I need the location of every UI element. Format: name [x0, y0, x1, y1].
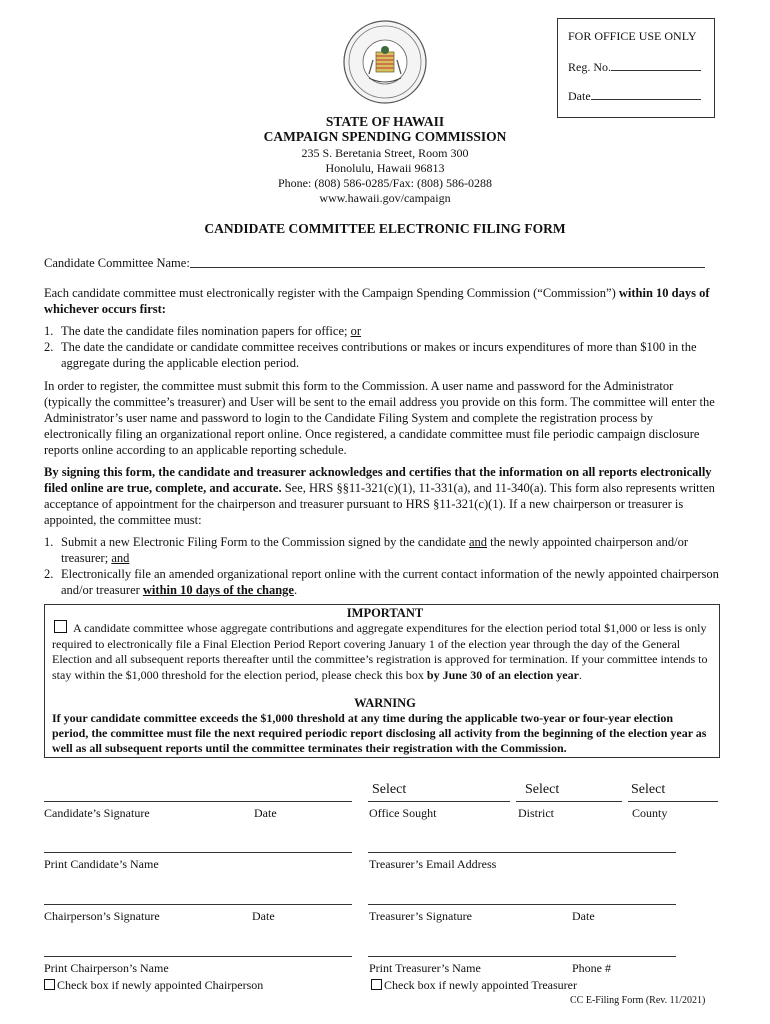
signing-paragraph: [44, 464, 720, 528]
intro-bold: within 10 days of whichever occurs first:: [44, 286, 710, 316]
list-text-underline: or: [350, 324, 362, 338]
chair-signature-label: Chairperson’s Signature: [44, 909, 160, 923]
new-treasurer-checkbox-row[interactable]: [371, 978, 577, 993]
list-number: 2.: [44, 340, 54, 354]
print-candidate-label: Print Candidate’s Name: [44, 857, 159, 871]
print-treasurer-label: Print Treasurer’s Name: [369, 961, 481, 975]
list-item: [44, 339, 720, 371]
signing-text: See, HRS §§11-321(c)(1), 11-331(a), and 11-340(a). This form also represents written acceptance of appointment for the chairperson and treasurer pursuant to HRS §11-321(c)(1). If a new chairperson or treasurer is appointed, the committee must:: [44, 481, 715, 527]
form-revision: CC E-Filing Form (Rev. 11/2021): [570, 995, 706, 1006]
address-line-1: 235 S. Beretania Street, Room 300: [301, 146, 469, 160]
list-text: The date the candidate files nomination papers for office;: [61, 324, 351, 338]
treasurer-signature-line[interactable]: [368, 904, 676, 905]
website: www.hawaii.gov/campaign: [319, 191, 451, 205]
candidate-signature-line[interactable]: [44, 801, 352, 802]
treasurer-email-label: Treasurer’s Email Address: [369, 857, 497, 871]
reg-no-label: Reg. No.: [568, 60, 611, 74]
important-text: A candidate committee whose aggregate contributions and aggregate expenditures for the election period total $1,000 or less is only required to electronically file a Final Election Period Report covering January 1 of the election year through the day of the General Election and all subsequent reports thereafter until the committee’s registration is approved for termination. If your committee intends to stay within the $1,000 threshold for the election period, please check this box: [52, 621, 708, 682]
threshold-checkbox[interactable]: [54, 620, 67, 633]
office-date-label: Date: [568, 89, 591, 103]
address-line-2: Honolulu, Hawaii 96813: [325, 161, 445, 175]
register-paragraph: In order to register, the committee must submit this form to the Commission. A user name and password for the Administrator (typically the committee’s treasurer) and User will be sent to the email address you provide on this form. The committee will enter the Administrator’s user name and password to login to the Candidate Filing System and complete the registration process by electronically filing an organizational report online. Once registered, a candidate committee must file periodic campaign disclosure reports online according to an applicable reporting schedule.: [44, 379, 715, 457]
office-date-field[interactable]: [568, 89, 701, 104]
list-item: 2. Electronically file an amended organizational report online with the current contact information of the newly appointed chairperson and/or treasurer within 10 days of the change.: [44, 567, 719, 597]
office-select[interactable]: Select: [372, 782, 407, 797]
warning-title: WARNING: [354, 696, 416, 710]
list-text: The date the candidate or candidate committee receives contributions or makes or incurs expenditures of more than $100 in the aggregate during the applicable election period.: [61, 340, 697, 370]
chair-signature-line[interactable]: [44, 904, 352, 905]
office-sought-label: Office Sought: [369, 806, 437, 820]
reg-no-field[interactable]: [568, 60, 701, 75]
list-item: 1. Submit a new Electronic Filing Form to the Commission signed by the candidate and the newly appointed chairperson and/or treasurer; and: [44, 535, 688, 565]
new-treasurer-checkbox[interactable]: [371, 979, 382, 990]
chair-date-label: Date: [252, 909, 275, 923]
print-chair-label: Print Chairperson’s Name: [44, 961, 169, 975]
new-treasurer-label: Check box if newly appointed Treasurer: [384, 978, 577, 992]
committee-name-label: Candidate Committee Name:: [44, 256, 190, 270]
phone-fax: Phone: (808) 586-0285/Fax: (808) 586-0288: [278, 176, 492, 190]
list-number: 1.: [44, 324, 54, 338]
print-treasurer-line[interactable]: [368, 956, 676, 957]
office-use-box: [557, 18, 715, 118]
district-select[interactable]: Select: [525, 782, 560, 797]
important-text-block: A candidate committee whose aggregate contributions and aggregate expenditures for the election period total $1,000 or less is only required to electronically file a Final Election Period Report covering January 1 of the election year through the day of the General Election and all subsequent reports thereafter until the committee’s registration is approved for termination. If your committee intends to stay within the $1,000 threshold for the election period, please check this box by June 30 of an election year.: [52, 621, 708, 682]
state-name: STATE OF HAWAII: [325, 114, 445, 129]
county-label: County: [632, 806, 668, 820]
new-chair-checkbox[interactable]: [44, 979, 55, 990]
district-label: District: [518, 806, 554, 820]
treasurer-date-label: Date: [572, 909, 595, 923]
committee-name-field[interactable]: [44, 255, 720, 271]
print-chair-line[interactable]: [44, 956, 352, 957]
signing-bold: By signing this form, the candidate and treasurer acknowledges and certifies that the information on all reports electronically filed online are true, complete, and accurate.: [44, 465, 712, 495]
new-chair-label: Check box if newly appointed Chairperson: [57, 978, 264, 992]
office-use-title: FOR OFFICE USE ONLY: [568, 29, 697, 43]
list-item: [44, 323, 720, 339]
second-list: [44, 534, 720, 598]
new-chair-checkbox-row[interactable]: [44, 978, 263, 993]
state-seal-icon: [343, 20, 427, 104]
first-list: [44, 323, 720, 371]
commission-name: CAMPAIGN SPENDING COMMISSION: [263, 129, 507, 144]
treasurer-signature-label: Treasurer’s Signature: [369, 909, 472, 923]
treasurer-email-line[interactable]: [368, 852, 676, 853]
intro-text: Each candidate committee must electronically register with the Campaign Spending Commission (“Commission”): [44, 286, 619, 300]
print-candidate-line[interactable]: [44, 852, 352, 853]
warning-text: If your candidate committee exceeds the $1,000 threshold at any time during the applicable two-year or four-year election period, the committee must file the next required periodic report disclosing all activity from the beginning of the election year as well as all subsequent reports until the committee terminates their registration with the Commission.: [52, 711, 707, 755]
important-deadline: by June 30 of an election year: [426, 667, 579, 682]
important-title: IMPORTANT: [346, 606, 424, 620]
treasurer-phone-label: Phone #: [572, 961, 611, 975]
form-title: CANDIDATE COMMITTEE ELECTRONIC FILING FORM: [204, 221, 566, 236]
candidate-signature-label: Candidate’s Signature: [44, 806, 150, 820]
candidate-date-label: Date: [254, 806, 277, 820]
county-select[interactable]: Select: [631, 782, 666, 797]
intro-paragraph: [44, 285, 720, 317]
